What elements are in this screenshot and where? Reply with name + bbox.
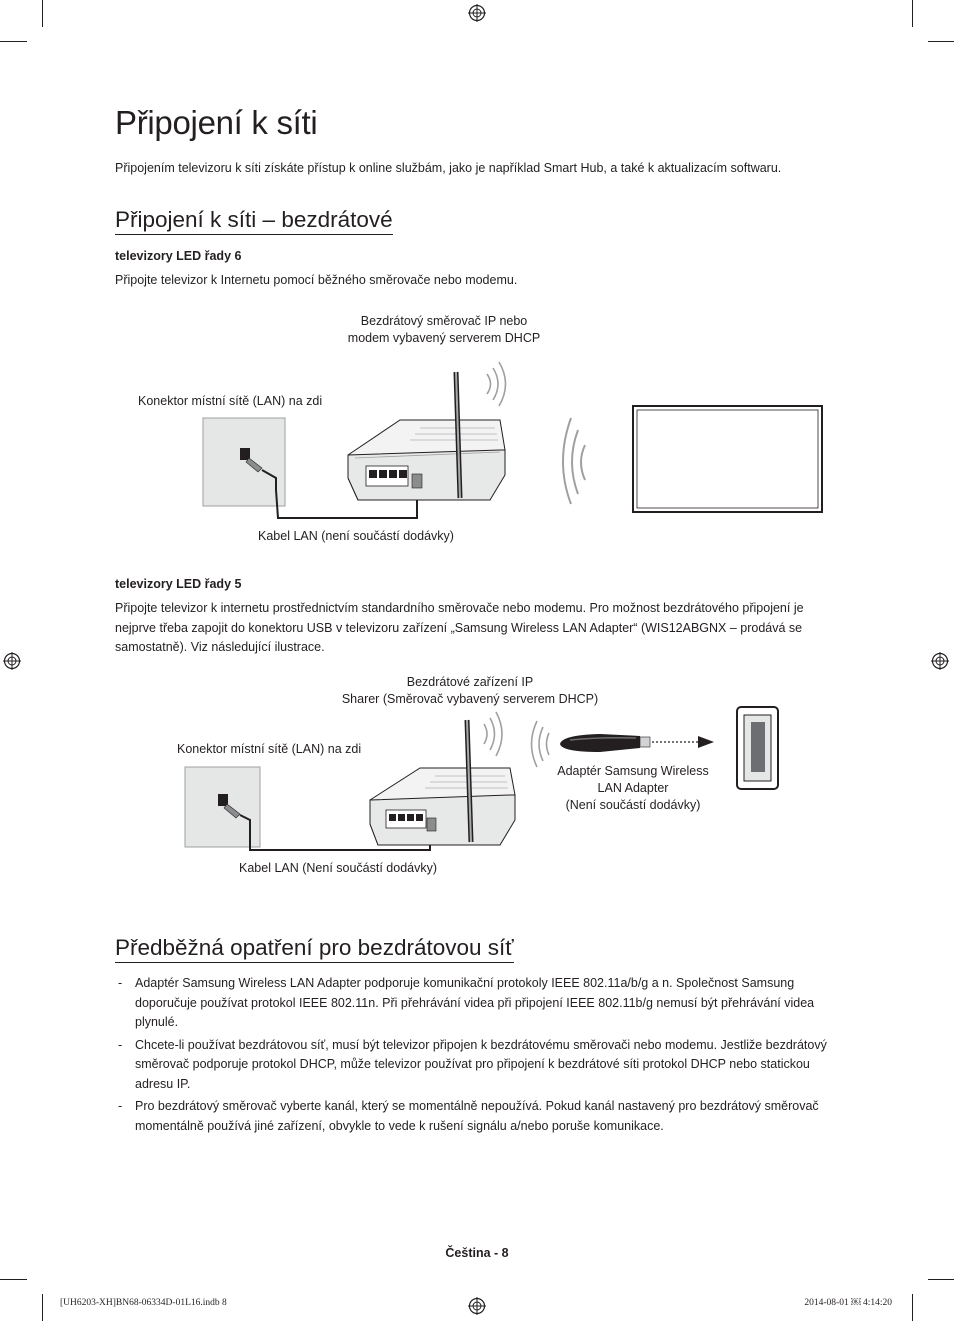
- wall-socket-icon: [185, 767, 260, 847]
- led6-label: televizory LED řady 6: [115, 249, 242, 263]
- list-item: - Chcete-li používat bezdrátovou síť, musí být televizor připojen k bezdrátovému směrovači nebo modemu. Jestliže bezdrátový směrovač podporuje protokol DHCP, může televizor používat pro připojení k bezdrátové síti protokol DHCP nebo statickou adresu IP.: [118, 1037, 827, 1091]
- router-caption: Bezdrátový směrovač IP nebo modem vybavený serverem DHCP: [347, 314, 541, 345]
- router-icon: [370, 712, 515, 845]
- list-item: - Pro bezdrátový směrovač vyberte kanál, který se momentálně nepoužívá. Pokud kanál nastavený pro bezdrátový směrovač momentálně používá jiné zařízení, obvykle to vede k rušení signálu a/nebo poruše komunikace.: [118, 1099, 819, 1133]
- list-item: - Adaptér Samsung Wireless LAN Adapter podporuje komunikační protokoly IEEE 802.11a/b/g a n. Společnost Samsung doporučuje používat protokol IEEE 802.11n. Při přehrávání videa při připojení IEEE 802.11b/g nemusí být přehrávání videa plynulé.: [118, 976, 815, 1029]
- intro-text: Připojením televizoru k síti získáte přístup k online službám, jako je například Smart Hub, a také k aktualizacím softwaru.: [115, 161, 782, 175]
- adapter-caption: Adaptér Samsung Wireless LAN Adapter (Není součástí dodávky): [557, 764, 709, 812]
- wall-caption: Konektor místní sítě (LAN) na zdi: [138, 394, 323, 408]
- wall-caption-2: Konektor místní sítě (LAN) na zdi: [177, 742, 362, 756]
- wireless-heading: Připojení k síti – bezdrátové: [115, 206, 393, 235]
- sharer-caption: Bezdrátové zařízení IP Sharer (Směrovač vybavený serverem DHCP): [341, 675, 599, 706]
- led5-label: televizory LED řady 5: [115, 577, 242, 591]
- page-title: Připojení k síti: [115, 104, 318, 141]
- usb-port-icon: [737, 707, 778, 789]
- cable-caption-2: Kabel LAN (Není součástí dodávky): [239, 861, 438, 875]
- imprint-left: [UH6203-XH]BN68-06334D-01L16.indb 8: [60, 1298, 227, 1308]
- led5-text: Připojte televizor k internetu prostřednictvím standardního směrovače nebo modemu. Pro možnost bezdrátového připojení je nejprve třeba zapojit do konektoru USB v televizoru zařízení „Samsung Wireless LAN Adapter“ (WIS12ABGNX – prodává se samostatně). Viz následující ilustrace.: [115, 601, 804, 654]
- precautions-heading: Předběžná opatření pro bezdrátovou síť: [115, 934, 514, 963]
- imprint-right: 2014-08-01 ￼ 4:14:20: [804, 1298, 892, 1308]
- led6-text: Připojte televizor k Internetu pomocí běžného směrovače nebo modemu.: [115, 273, 518, 287]
- precautions-list: [115, 974, 845, 1139]
- cable-caption: Kabel LAN (není součástí dodávky): [258, 529, 454, 543]
- page-number: Čeština - 8: [445, 1246, 509, 1260]
- usb-adapter-icon: [560, 734, 714, 752]
- wireless-signal-icon: [532, 721, 550, 767]
